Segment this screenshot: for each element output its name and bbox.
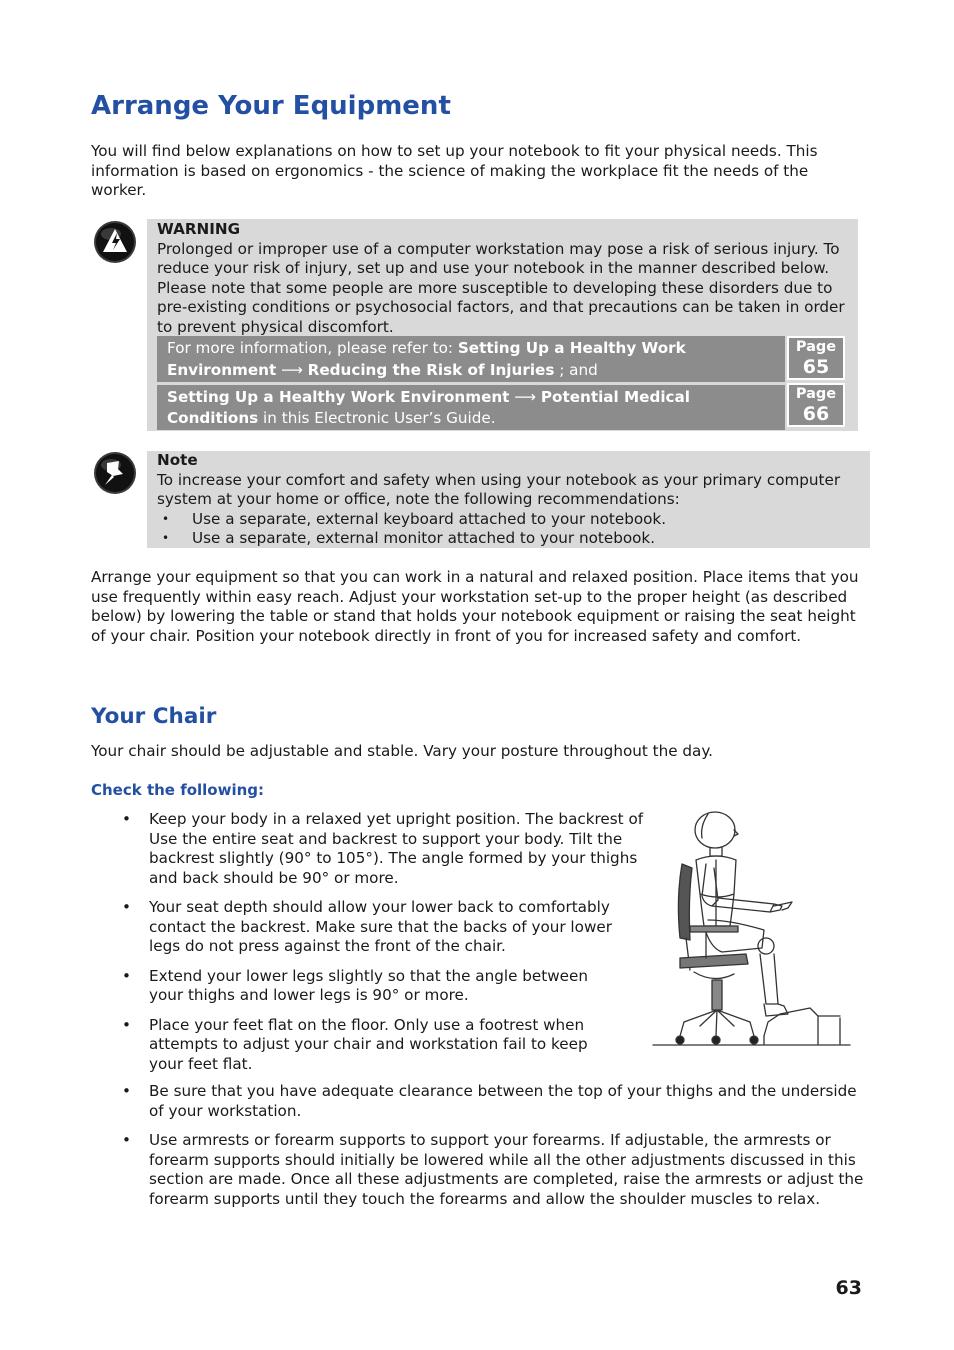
warning-callout — [147, 219, 858, 431]
bullet-glyph: • — [162, 511, 170, 526]
reference-suffix: ; and — [554, 361, 598, 379]
bullet-glyph: • — [122, 1082, 131, 1100]
note-text: To increase your comfort and safety when using your notebook as your primary computer system at your home or office, note the following recommendations: — [157, 470, 841, 508]
bullet-glyph: • — [122, 810, 131, 828]
page-ref-number: 65 — [802, 356, 830, 378]
section-heading-chair: Your Chair — [91, 704, 217, 729]
bullet-glyph: • — [122, 1015, 131, 1034]
pushpin-icon — [93, 451, 137, 495]
list-item: • Use armrests or forearm supports to support your forearms. If adjustable, the armrests or forearm supports should initially be lowered while all the other adjustments discussed in this section are made. Once all these adjustments are completed, raise the armrests or adjust the forearm supports until they touch the forearms and allow the shoulder muscles to relax. — [122, 1131, 864, 1208]
list-item: • Use a separate, external monitor attached to your notebook. — [162, 529, 656, 547]
bullet-glyph: • — [122, 966, 131, 985]
page-ref-box-1[interactable] — [787, 336, 845, 380]
warning-heading: WARNING — [157, 220, 241, 238]
page-ref-label: Page — [795, 386, 837, 402]
note-heading: Note — [157, 451, 198, 469]
chair-checklist-top — [122, 810, 644, 1074]
warning-icon — [93, 220, 137, 264]
subheading-check: Check the following: — [91, 781, 265, 799]
arrange-paragraph: Arrange your equipment so that you can work in a natural and relaxed position. Place items that you use frequently within easy reach. Adjust your workstation set-up to the proper height (as described below) by lowering the table or stand that holds your notebook equipment or raising the seat height of your chair. Position your notebook directly in front of you for increased safety and comfort. — [91, 568, 859, 645]
bullet-glyph: • — [122, 898, 131, 916]
list-item: • Keep your body in a relaxed yet upright position. The backrest of Use the entire seat and backrest to support your body. Tilt the backrest slightly (90° to 105°). The angle formed by your thighs and back should be 90° or more. — [122, 810, 644, 887]
list-item: • Be sure that you have adequate clearance between the top of your thighs and the underside of your workstation. — [122, 1082, 857, 1120]
reference-link-medical-conditions[interactable]: Potential Medical Conditions — [167, 388, 690, 427]
reference-link-healthy-work[interactable]: Setting Up a Healthy Work Environment — [167, 388, 510, 406]
note-callout — [147, 451, 870, 548]
list-item: • Use a separate, external keyboard attached to your notebook. — [162, 509, 667, 528]
page-ref-box-2[interactable] — [787, 383, 845, 427]
bullet-glyph: • — [162, 531, 170, 545]
arrow-icon: ⟶ — [514, 388, 537, 406]
note-list — [162, 509, 857, 549]
reference-row-2 — [157, 385, 785, 430]
page-ref-number: 66 — [802, 403, 830, 425]
page-number: 63 — [835, 1277, 862, 1299]
warning-text: Prolonged or improper use of a computer workstation may pose a risk of serious injury. To reduce your risk of injury, set up and use your notebook in the manner described below. Please note that some people are more susceptible to developing these disorders due to pre-existing conditions or psychosocial factors, and that precautions can be taken in order to prevent physical discomfort. — [157, 239, 845, 336]
chair-intro: Your chair should be adjustable and stable. Vary your posture throughout the day. — [91, 742, 713, 760]
reference-link-reducing-risk[interactable]: Reducing the Risk of Injuries — [307, 361, 555, 379]
arrow-icon: ⟶ — [281, 361, 303, 379]
chair-checklist-bottom — [122, 1082, 867, 1209]
reference-suffix: in this Electronic User’s Guide. — [258, 409, 496, 427]
page-title: Arrange Your Equipment — [91, 91, 451, 121]
reference-prefix: For more information, please refer to: — [167, 339, 458, 357]
list-item: • Extend your lower legs slightly so that the angle between your thighs and lower legs is 90° or more. — [122, 966, 588, 1004]
seated-posture-illustration — [650, 808, 855, 1050]
list-item: • Your seat depth should allow your lower back to comfortably contact the backrest. Make sure that the backs of your lower legs do not press against the front of the chair. — [122, 898, 612, 955]
intro-paragraph: You will find below explanations on how to set up your notebook to fit your physical needs. This information is based on ergonomics - the science of making the workplace fit the needs of the worker. — [91, 142, 818, 199]
reference-link-healthy-work[interactable]: Setting Up a Healthy Work Environment — [167, 339, 686, 379]
bullet-glyph: • — [122, 1131, 131, 1149]
page-ref-label: Page — [795, 339, 837, 355]
reference-row-1 — [157, 336, 785, 382]
list-item: • Place your feet flat on the floor. Only use a footrest when attempts to adjust your chair and workstation fail to keep your feet flat. — [122, 1015, 588, 1073]
